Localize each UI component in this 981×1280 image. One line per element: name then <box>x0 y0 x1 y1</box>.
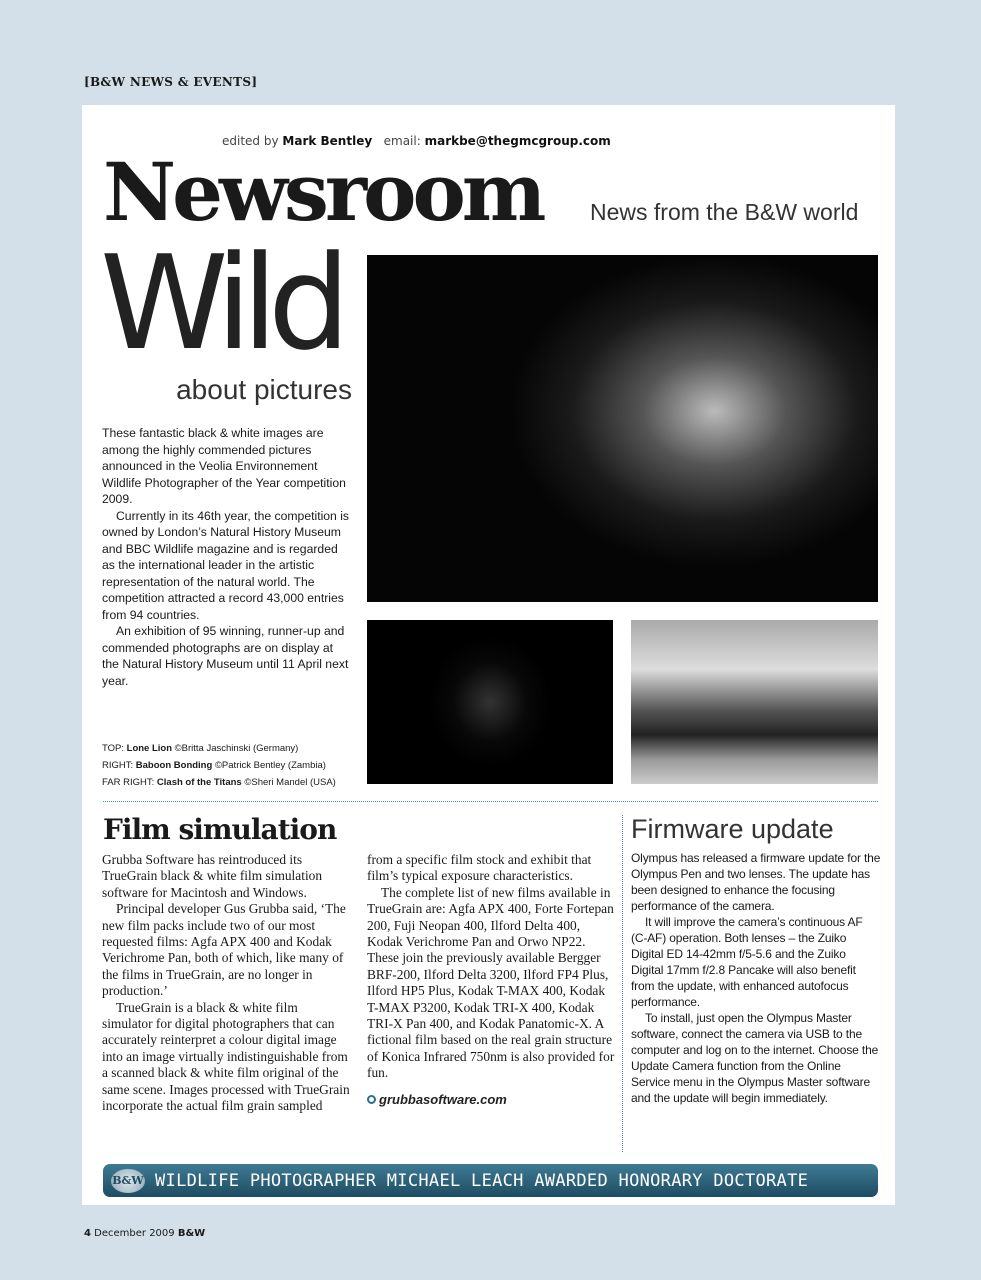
bw-logo: B&W <box>111 1169 145 1193</box>
page-number: 4 <box>84 1228 91 1239</box>
credit-author: ©Patrick Bentley (Zambia) <box>214 760 326 771</box>
editor-name: Mark Bentley <box>282 134 373 148</box>
firmware-heading: Firmware update <box>631 814 834 844</box>
section-label-text: B&W NEWS & EVENTS <box>89 75 252 89</box>
tagline: News from the B&W world <box>590 199 859 225</box>
paragraph: The complete list of new films available in TrueGrain are: Agfa APX 400, Forte Fortepan 200, Fuji Neopan 400, Ilford Delta 400, Kodak Verichrome Pan and Orwo NP22. These join the previously available Bergger BRF-200, Ilford Delta 3200, Ilford FP4 Plus, Ilford HP5 Plus, Kodak T-MAX 400, Kodak T-MAX P3200, Kodak TRI-X 400, Kodak TRI-X Pan 400, and Kodak Panatomic-X. A fictional film based on the real grain structure of Konica Infrared 750nm is also provided for fun. <box>367 884 615 1081</box>
paragraph: An exhibition of 95 winning, runner-up and commended photographs are on display at the Natural History Museum until 11 April next year. <box>102 624 349 688</box>
paragraph: Grubba Software has reintroduced its TrueGrain black & white film simulation software for Macintosh and Windows. <box>102 852 323 900</box>
paragraph: Currently in its 46th year, the competition is owned by London’s Natural History Museum and BBC Wildlife magazine and is regarded as the international leader in the artistic representation of the natural world. The competition attracted a record 43,000 entries from 94 countries. <box>102 508 350 622</box>
photo-credits <box>102 740 360 791</box>
grubba-link[interactable] <box>367 1092 617 1108</box>
magazine-name: B&W <box>177 1228 206 1239</box>
bullet-icon <box>367 1095 376 1104</box>
page-title: Newsroom <box>103 145 543 239</box>
paragraph: from a specific film stock and exhibit that film’s typical exposure characteristics. <box>367 852 592 884</box>
banner-text: WILDLIFE PHOTOGRAPHER MICHAEL LEACH AWARDED HONORARY DOCTORATE <box>155 1170 809 1191</box>
credit-title: Baboon Bonding <box>135 760 213 771</box>
credit-line <box>102 774 360 791</box>
paragraph: Olympus has released a firmware update for the Olympus Pen and two lenses. The update has been designed to enhance the focusing performance of the camera. <box>631 851 881 913</box>
credit-pos: FAR RIGHT: <box>102 777 155 788</box>
paragraph: It will improve the camera’s continuous AF (C-AF) operation. Both lenses – the Zuiko Digital ED 14-42mm f/5-5.6 and the Zuiko Digital 17mm f/2.8 Pancake will also benefit from the update, with enhanced autofocus performance. <box>631 915 863 1009</box>
hippo-photo <box>631 620 878 784</box>
link-text[interactable]: grubbasoftware.com <box>379 1091 507 1107</box>
paragraph: These fantastic black & white images are among the highly commended pictures announced in the Veolia Environnement Wildlife Photographer of the Year competition 2009. <box>102 426 346 506</box>
editor-email[interactable]: markbe@thegmcgroup.com <box>424 134 611 148</box>
column-divider <box>622 815 623 1152</box>
wild-headline: Wild <box>100 227 341 379</box>
credit-line <box>102 740 360 757</box>
edited-by-label: edited by <box>222 134 279 148</box>
film-heading: Film simulation <box>103 813 337 846</box>
film-column-1 <box>102 852 350 1115</box>
paragraph: To install, just open the Olympus Master software, connect the camera via USB to the computer and log on to the internet. Choose the Update Camera function from the Online Service menu in the Olympus Master software and the update will begin immediately. <box>631 1011 879 1105</box>
issue-date: December 2009 <box>94 1228 175 1239</box>
credit-line <box>102 757 360 774</box>
section-label: [B&W NEWS & EVENTS] <box>84 75 258 89</box>
lion-photo <box>367 255 878 602</box>
credit-pos: RIGHT: <box>102 760 134 771</box>
credit-author: ©Sheri Mandel (USA) <box>244 777 336 788</box>
credit-pos: TOP: <box>102 743 124 754</box>
firmware-article <box>631 850 881 1106</box>
wild-subhead: about pictures <box>176 374 352 405</box>
credit-title: Clash of the Titans <box>156 777 242 788</box>
credit-title: Lone Lion <box>126 743 173 754</box>
paragraph: Principal developer Gus Grubba said, ‘The new film packs include two of our most requested films: Agfa APX 400 and Kodak Verichrome Pan, both of which, like many of the films in TrueGrain, are no longer in production.’ <box>102 901 346 999</box>
paragraph: TrueGrain is a black & white film simulator for digital photographers that can accurately reinterpret a colour digital image into an image virtually indistinguishable from a scanned black & white film original of the same scene. Images processed with TrueGrain incorporate the actual film grain sampled <box>102 999 350 1114</box>
film-column-2 <box>367 852 617 1108</box>
wild-article <box>102 425 352 689</box>
divider <box>103 801 878 802</box>
baboon-photo <box>367 620 613 784</box>
page-footer <box>84 1228 205 1239</box>
credit-author: ©Britta Jaschinski (Germany) <box>174 743 299 754</box>
news-banner <box>103 1164 878 1197</box>
email-label: email: <box>383 134 421 148</box>
